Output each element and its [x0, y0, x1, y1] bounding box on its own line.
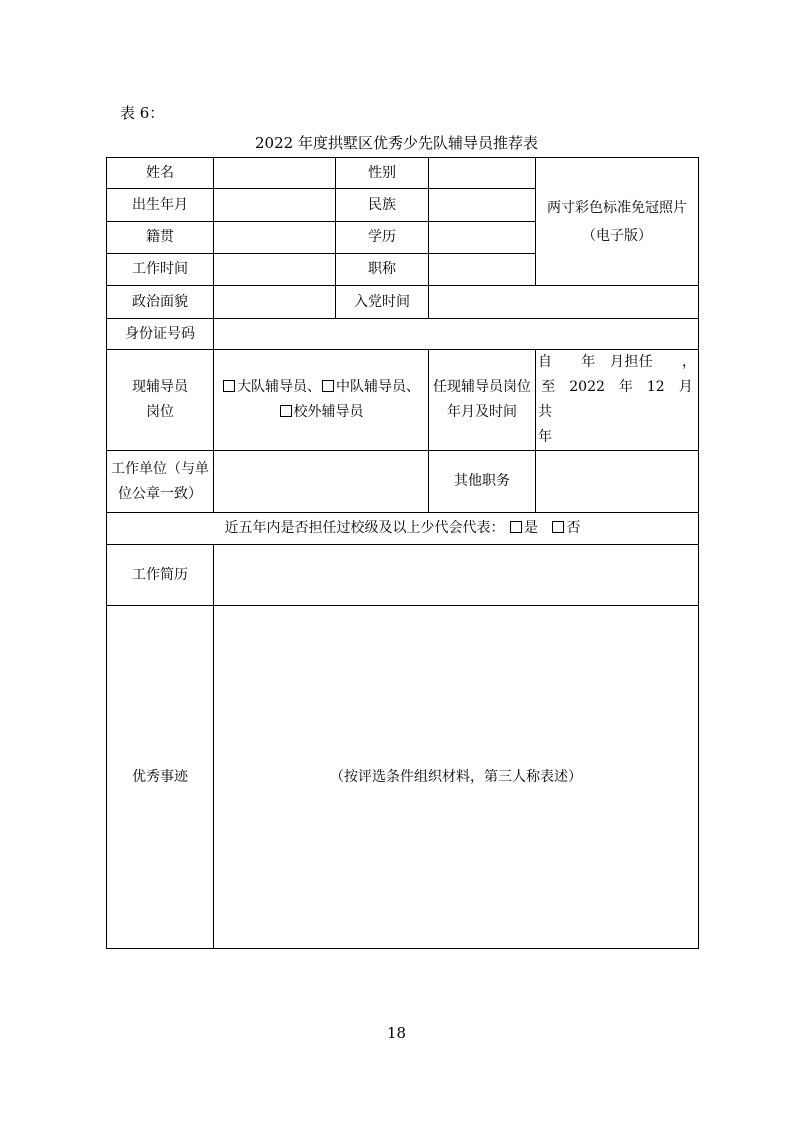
gender-label: 性别 — [336, 158, 429, 189]
table-number-label: 表 6： — [120, 104, 165, 122]
row-congress — [107, 513, 699, 545]
congress-question-cell — [107, 513, 699, 545]
education-field[interactable] — [429, 222, 536, 254]
tenure-start-line: 自 年 月担任 ， — [538, 354, 696, 370]
name-field[interactable] — [214, 158, 336, 189]
congress-yes-label: 是 — [524, 520, 538, 536]
position-label-line1: 现辅导员 — [132, 379, 188, 395]
form-table — [106, 157, 707, 949]
row-political — [107, 286, 699, 319]
party-join-label: 入党时间 — [336, 286, 429, 319]
work-start-field[interactable] — [214, 254, 336, 286]
tenure-years-line: 年 — [538, 429, 552, 445]
ethnicity-field[interactable] — [429, 189, 536, 222]
id-field[interactable] — [214, 319, 699, 350]
native-place-field[interactable] — [214, 222, 336, 254]
other-duties-label: 其他职务 — [429, 451, 536, 513]
name-label: 姓名 — [107, 158, 214, 189]
congress-question: 近五年内是否担任过校级及以上少代会代表： — [224, 520, 505, 536]
position-options — [214, 350, 429, 451]
employer-label: 工作单位（与单位公章一致） — [107, 451, 214, 513]
deeds-hint: （按评选条件组织材料，第三人称表述） — [330, 768, 582, 785]
work-start-label: 工作时间 — [107, 254, 214, 286]
gender-field[interactable] — [429, 158, 536, 189]
recommendation-form — [106, 157, 707, 944]
deeds-field[interactable] — [214, 606, 699, 949]
position-label — [107, 350, 214, 451]
form-title: 2022 年度拱墅区优秀少先队辅导员推荐表 — [255, 134, 538, 152]
deeds-label: 优秀事迹 — [107, 606, 214, 949]
position-label-line2: 岗位 — [146, 404, 174, 420]
row-employer — [107, 451, 699, 513]
birth-field[interactable] — [214, 189, 336, 222]
other-duties-field[interactable] — [536, 451, 699, 513]
tenure-label: 任现辅导员岗位年月及时间 — [429, 350, 536, 451]
row-resume — [107, 545, 699, 606]
native-place-label: 籍贯 — [107, 222, 214, 254]
tenure-field[interactable] — [536, 350, 707, 451]
page-number: 18 — [386, 1024, 407, 1042]
political-label: 政治面貌 — [107, 286, 214, 319]
brigade-option-label: 大队辅导员、 — [237, 379, 321, 395]
photo-box[interactable] — [536, 158, 699, 286]
squadron-option-label: 中队辅导员、 — [336, 379, 420, 395]
professional-title-label: 职称 — [336, 254, 429, 286]
row-name — [107, 158, 699, 189]
position-options-line1 — [216, 375, 426, 400]
resume-field[interactable] — [214, 545, 699, 606]
row-id — [107, 319, 699, 350]
employer-field[interactable] — [214, 451, 429, 513]
squadron-checkbox[interactable] — [322, 380, 334, 392]
tenure-end-line: 至 2022 年 12 月 共 — [538, 379, 707, 420]
ethnicity-label: 民族 — [336, 189, 429, 222]
birth-label: 出生年月 — [107, 189, 214, 222]
congress-yes-checkbox[interactable] — [510, 521, 522, 533]
resume-label: 工作简历 — [107, 545, 214, 606]
congress-no-checkbox[interactable] — [552, 521, 564, 533]
position-options-line2 — [216, 400, 426, 425]
row-deeds — [107, 606, 699, 949]
congress-no-label: 否 — [566, 520, 581, 536]
brigade-checkbox[interactable] — [223, 380, 235, 392]
party-join-field[interactable] — [429, 286, 699, 319]
external-checkbox[interactable] — [280, 405, 292, 417]
id-label: 身份证号码 — [107, 319, 214, 350]
professional-title-field[interactable] — [429, 254, 536, 286]
political-field[interactable] — [214, 286, 336, 319]
external-option-label: 校外辅导员 — [293, 404, 364, 420]
photo-format-note: （电子版） — [582, 227, 652, 244]
photo-instruction: 两寸彩色标准免冠照片 — [547, 199, 687, 216]
education-label: 学历 — [336, 222, 429, 254]
row-position — [107, 350, 699, 451]
